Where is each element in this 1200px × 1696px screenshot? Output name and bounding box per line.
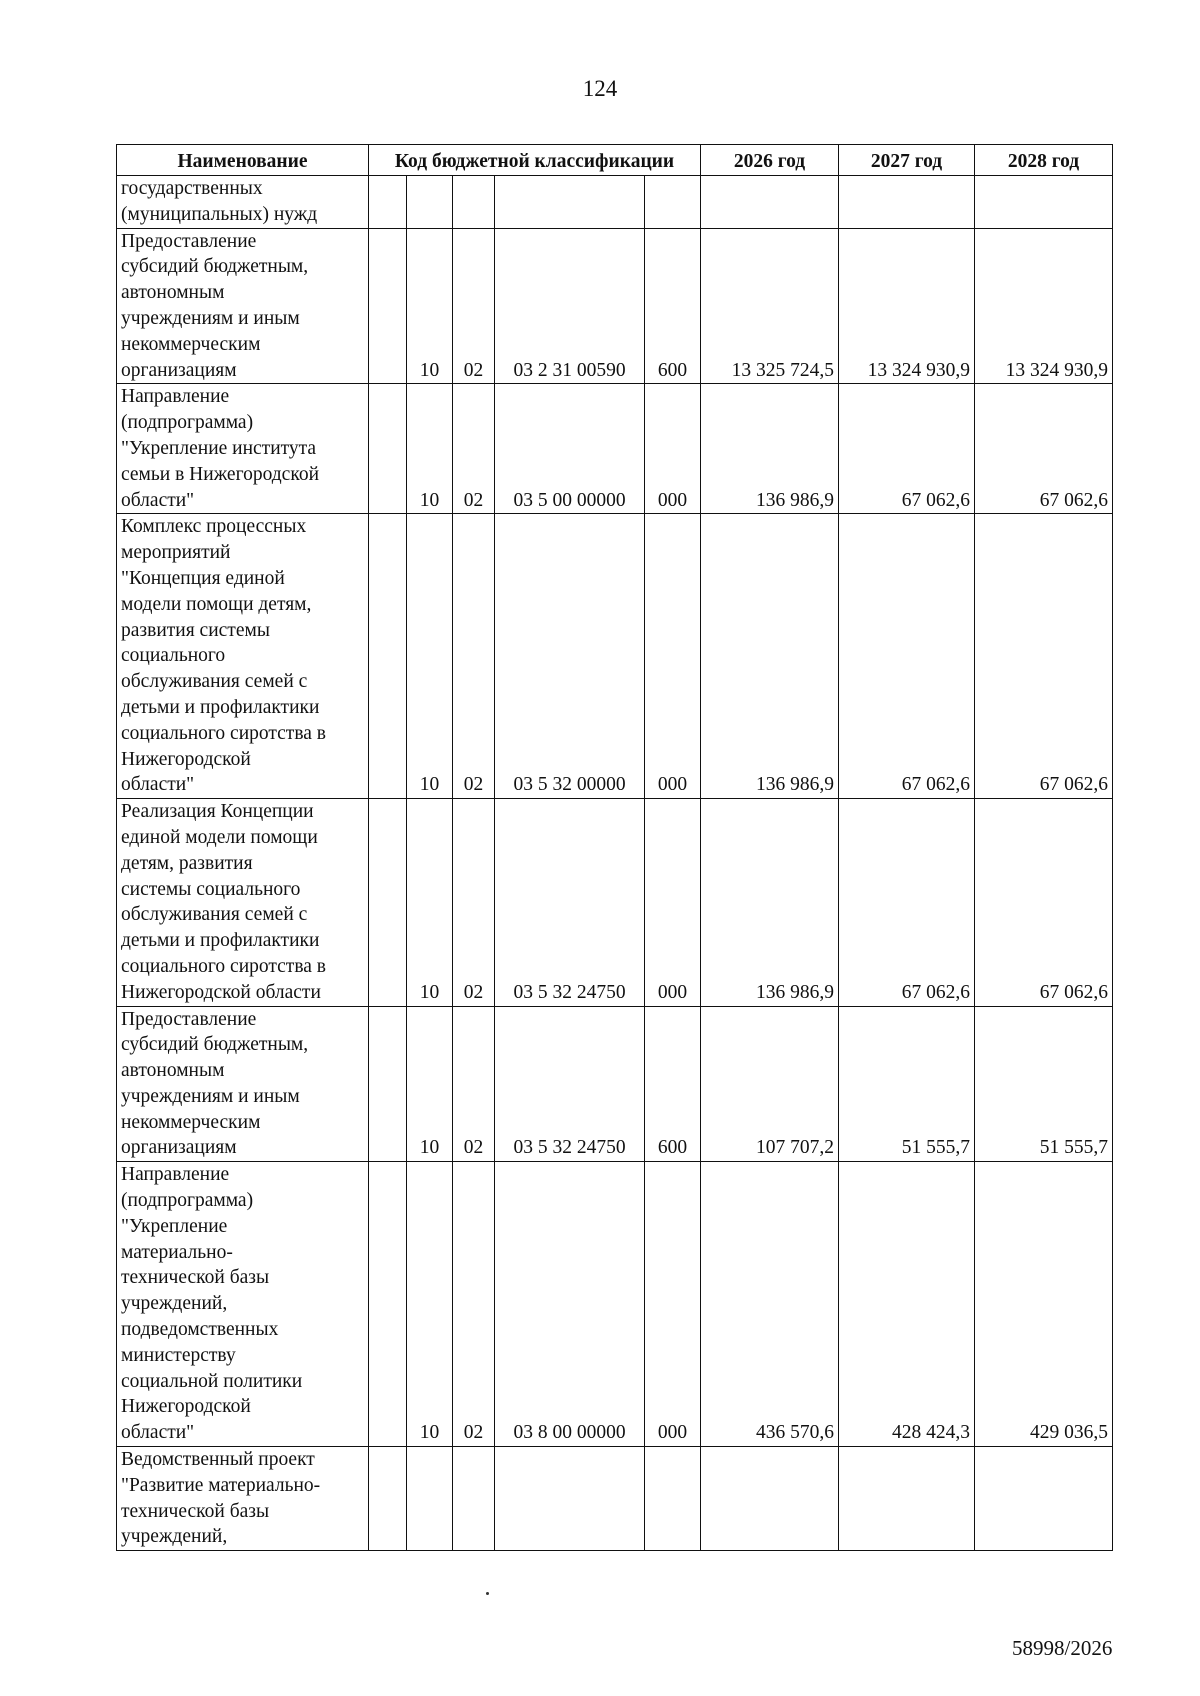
cell-2027 [839, 176, 975, 229]
cell-target-article: 03 5 32 24750 [495, 799, 645, 1006]
cell-2027: 13 324 930,9 [839, 228, 975, 384]
cell-subsection: 02 [453, 1006, 495, 1162]
cell-code-1 [369, 1006, 407, 1162]
cell-2027: 428 424,3 [839, 1162, 975, 1447]
header-name: Наименование [117, 145, 369, 176]
cell-subsection: 02 [453, 514, 495, 799]
table-row [117, 176, 1113, 229]
cell-code-1 [369, 1447, 407, 1551]
cell-2027: 67 062,6 [839, 514, 975, 799]
cell-section: 10 [407, 1162, 453, 1447]
cell-2028: 51 555,7 [975, 1006, 1113, 1162]
cell-section [407, 1447, 453, 1551]
cell-name: государственных (муниципальных) нужд [117, 176, 369, 229]
cell-code-1 [369, 1162, 407, 1447]
document-number: 58998/2026 [1012, 1636, 1113, 1660]
header-2027: 2027 год [839, 145, 975, 176]
cell-2028: 67 062,6 [975, 514, 1113, 799]
cell-2028: 429 036,5 [975, 1162, 1113, 1447]
cell-expense-type: 600 [645, 228, 701, 384]
cell-2027: 67 062,6 [839, 799, 975, 1006]
cell-section: 10 [407, 799, 453, 1006]
cell-expense-type: 000 [645, 384, 701, 514]
cell-expense-type: 000 [645, 799, 701, 1006]
header-2028: 2028 год [975, 145, 1113, 176]
cell-code-1 [369, 228, 407, 384]
budget-table [116, 144, 1113, 1551]
cell-section: 10 [407, 514, 453, 799]
cell-section [407, 176, 453, 229]
cell-2027: 67 062,6 [839, 384, 975, 514]
cell-name: Ведомственный проект "Развитие материально- технической базы учреждений, [117, 1447, 369, 1551]
cell-2026 [701, 176, 839, 229]
cell-2027: 51 555,7 [839, 1006, 975, 1162]
cell-subsection [453, 1447, 495, 1551]
cell-subsection [453, 176, 495, 229]
cell-subsection: 02 [453, 228, 495, 384]
table-row [117, 384, 1113, 514]
cell-expense-type: 000 [645, 514, 701, 799]
table-row [117, 1006, 1113, 1162]
cell-target-article: 03 5 32 24750 [495, 1006, 645, 1162]
cell-subsection: 02 [453, 799, 495, 1006]
cell-target-article: 03 8 00 00000 [495, 1162, 645, 1447]
cell-2026: 136 986,9 [701, 514, 839, 799]
cell-subsection: 02 [453, 1162, 495, 1447]
cell-name: Предоставление субсидий бюджетным, автономным учреждениям и иным некоммерческим организациям [117, 1006, 369, 1162]
cell-2027 [839, 1447, 975, 1551]
cell-target-article: 03 2 31 00590 [495, 228, 645, 384]
cell-code-1 [369, 384, 407, 514]
cell-2028: 67 062,6 [975, 384, 1113, 514]
cell-2026: 107 707,2 [701, 1006, 839, 1162]
header-2026: 2026 год [701, 145, 839, 176]
cell-code-1 [369, 799, 407, 1006]
cell-code-1 [369, 176, 407, 229]
cell-subsection: 02 [453, 384, 495, 514]
header-code: Код бюджетной классификации [369, 145, 701, 176]
table-row [117, 1447, 1113, 1551]
table-row [117, 228, 1113, 384]
cell-name: Направление (подпрограмма) "Укрепление материально- технической базы учреждений, подведомственных министерству социальной политики Нижегородской области" [117, 1162, 369, 1447]
cell-2028 [975, 1447, 1113, 1551]
cell-expense-type: 600 [645, 1006, 701, 1162]
cell-code-1 [369, 514, 407, 799]
cell-name: Реализация Концепции единой модели помощи детям, развития системы социального обслуживания семей с детьми и профилактики социального сиротства в Нижегородской области [117, 799, 369, 1006]
scan-speck [486, 1592, 489, 1595]
cell-2026: 13 325 724,5 [701, 228, 839, 384]
cell-target-article: 03 5 32 00000 [495, 514, 645, 799]
cell-name: Направление (подпрограмма) "Укрепление института семьи в Нижегородской области" [117, 384, 369, 514]
table-row [117, 514, 1113, 799]
cell-2028: 67 062,6 [975, 799, 1113, 1006]
cell-2028: 13 324 930,9 [975, 228, 1113, 384]
cell-target-article: 03 5 00 00000 [495, 384, 645, 514]
cell-name: Комплекс процессных мероприятий "Концепция единой модели помощи детям, развития системы социального обслуживания семей с детьми и профилактики социального сиротства в Нижегородской области" [117, 514, 369, 799]
cell-2026 [701, 1447, 839, 1551]
table-header-row [117, 145, 1113, 176]
cell-2026: 136 986,9 [701, 384, 839, 514]
page-number: 124 [582, 76, 618, 101]
cell-expense-type: 000 [645, 1162, 701, 1447]
cell-name: Предоставление субсидий бюджетным, автономным учреждениям и иным некоммерческим организациям [117, 228, 369, 384]
table-row [117, 1162, 1113, 1447]
cell-2028 [975, 176, 1113, 229]
cell-expense-type [645, 176, 701, 229]
cell-target-article [495, 176, 645, 229]
cell-2026: 136 986,9 [701, 799, 839, 1006]
table-body [117, 176, 1113, 1551]
cell-section: 10 [407, 1006, 453, 1162]
cell-2026: 436 570,6 [701, 1162, 839, 1447]
cell-expense-type [645, 1447, 701, 1551]
table-row [117, 799, 1113, 1006]
cell-target-article [495, 1447, 645, 1551]
cell-section: 10 [407, 228, 453, 384]
cell-section: 10 [407, 384, 453, 514]
